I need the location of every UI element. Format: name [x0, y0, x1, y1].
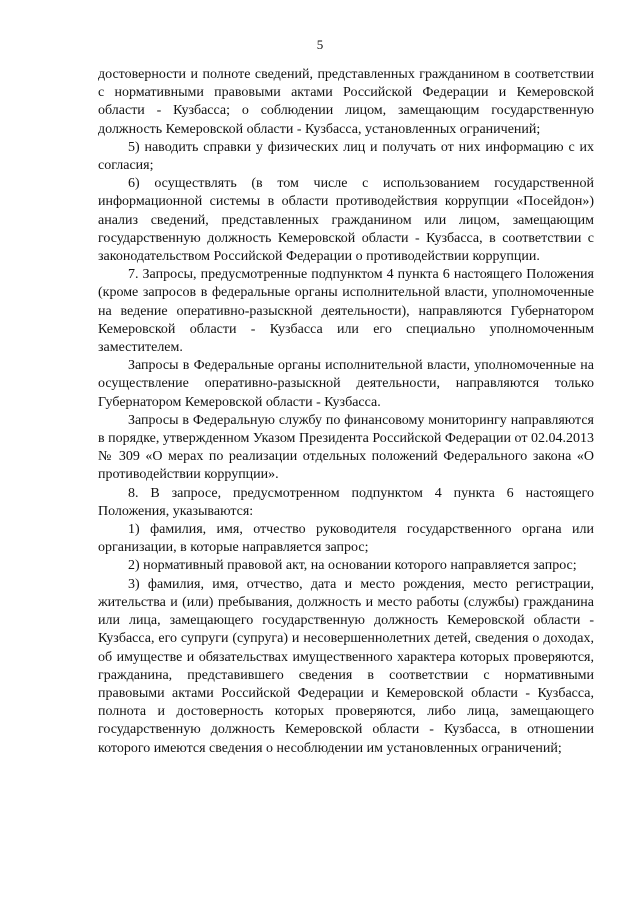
paragraph-subitem-1: 1) фамилия, имя, отчество руководителя государственного органа или организации, в которые направляется запрос;	[98, 522, 594, 556]
document-body	[98, 66, 594, 758]
paragraph-item-6: 6) осуществлять (в том числе с использованием государственной информационной системы в области противодействия коррупции «Посейдон») анализ сведений, представленных гражданином или лицом, замещающим государственную должность Кемеровской области - Кузбасса, в соответствии с законодательством Российской Федерации о противодействии коррупции.	[98, 176, 594, 265]
paragraph-section-8: 8. В запросе, предусмотренном подпунктом 4 пункта 6 настоящего Положения, указываются:	[98, 485, 594, 519]
paragraph-item-5: 5) наводить справки у физических лиц и получать от них информацию с их согласия;	[98, 139, 594, 174]
paragraph-subitem-3: 3) фамилия, имя, отчество, дата и место рождения, место регистрации, жительства и (или) пребывания, должность и место работы (службы) гражданина или лица, замещающего государственную должность Кемеровской области - Кузбасса, его супруги (супруга) и несовершеннолетних детей, сведения о доходах, об имуществе и обязательствах имущественного характера которых проверяются, гражданина, представившего сведения в соответствии с нормативными правовыми актами Российской Федерации и Кемеровской области - Кузбасса, полнота и достоверность которых проверяются, либо лица, замещающего государственную должность Кемеровской области - Кузбасса, в отношении которого имеются сведения о несоблюдении им установленных ограничений;	[98, 576, 594, 756]
page-number: 5	[316, 37, 324, 52]
paragraph-section-7: 7. Запросы, предусмотренные подпунктом 4 пункта 6 настоящего Положения (кроме запросов в федеральные органы исполнительной власти, уполномоченные на ведение оперативно-разыскной деятельности), направляются Губернатором Кемеровской области - Кузбасса или его специально уполномоченным заместителем.	[98, 267, 594, 356]
paragraph-subitem-2: 2) нормативный правовой акт, на основании которого направляется запрос;	[128, 558, 577, 574]
paragraph-requests-federal-bodies: Запросы в Федеральные органы исполнительной власти, уполномоченные на осуществление оперативно-разыскной деятельности, направляются только Губернатором Кемеровской области - Кузбасса.	[98, 358, 594, 410]
paragraph-continuation: достоверности и полноте сведений, представленных гражданином в соответствии с нормативными правовыми актами Российской Федерации и Кемеровской области - Кузбасса; о соблюдении лицом, замещающим государственную должность Кемеровской области - Кузбасса, установленных ограничений;	[98, 67, 594, 137]
paragraph-requests-financial-monitoring: Запросы в Федеральную службу по финансовому мониторингу направляются в порядке, утвержденном Указом Президента Российской Федерации от 02.04.2013 № 309 «О мерах по реализации отдельных положений Федерального закона «О противодействии коррупции».	[98, 412, 594, 483]
